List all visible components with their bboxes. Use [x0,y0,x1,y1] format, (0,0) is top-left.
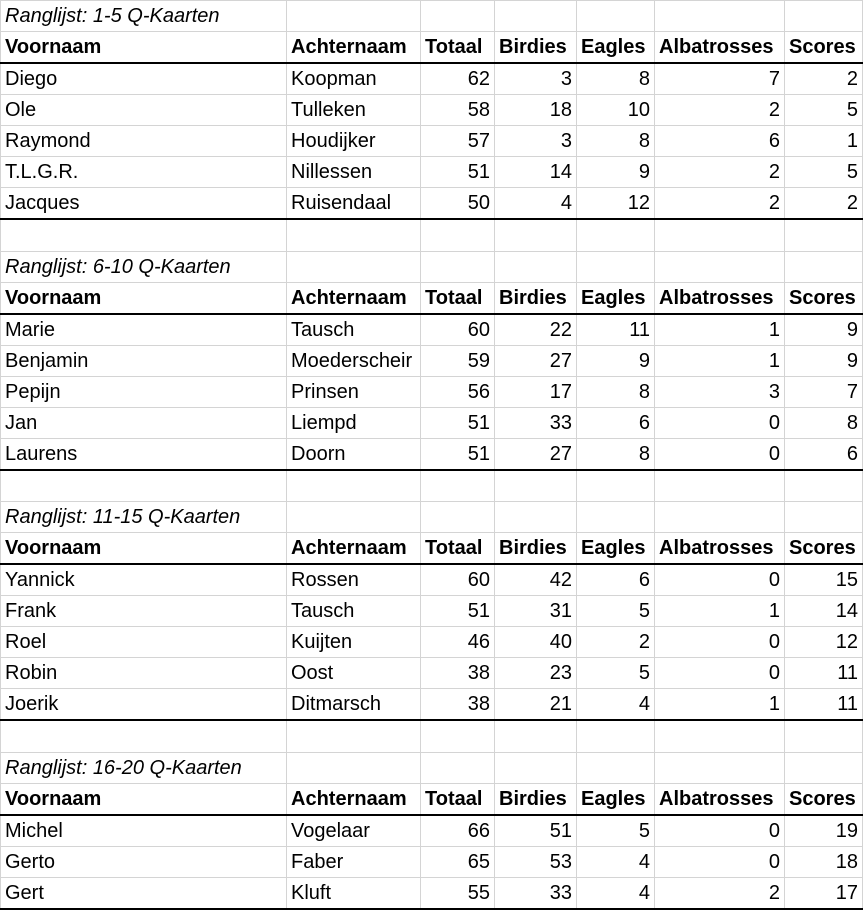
empty-cell[interactable] [577,470,655,502]
column-header-cell[interactable]: Birdies [495,282,577,314]
empty-cell[interactable] [421,502,495,533]
column-header-cell[interactable]: Eagles [577,32,655,64]
table-cell[interactable]: 0 [655,627,785,658]
section-title-row [1,502,863,533]
table-cell[interactable]: 60 [421,564,495,596]
empty-cell[interactable] [655,1,785,32]
empty-cell[interactable] [577,720,655,752]
section-title-cell[interactable]: Ranglijst: 6-10 Q-Kaarten [1,251,287,282]
table-cell[interactable]: Koopman [287,63,421,95]
table-cell[interactable]: 40 [495,627,577,658]
table-cell[interactable]: Jan [1,407,287,438]
empty-row [1,219,863,251]
empty-cell[interactable] [655,470,785,502]
table-cell[interactable]: 27 [495,438,577,470]
table-cell[interactable]: 5 [785,157,863,188]
column-header-cell[interactable]: Eagles [577,783,655,815]
empty-cell[interactable] [785,470,863,502]
table-cell[interactable]: 0 [655,658,785,689]
column-header-cell[interactable]: Voornaam [1,783,287,815]
table-cell[interactable]: 42 [495,564,577,596]
table-cell[interactable]: 1 [655,314,785,346]
empty-cell[interactable] [785,502,863,533]
table-cell[interactable]: 1 [655,596,785,627]
empty-cell[interactable] [577,219,655,251]
table-cell[interactable]: 2 [577,627,655,658]
column-header-cell[interactable]: Birdies [495,533,577,565]
table-cell[interactable]: 2 [785,63,863,95]
table-cell[interactable]: 2 [655,877,785,909]
empty-cell[interactable] [287,752,421,783]
column-header-cell[interactable]: Voornaam [1,32,287,64]
column-header-cell[interactable]: Albatrosses [655,533,785,565]
empty-cell[interactable] [785,720,863,752]
table-cell[interactable]: Vogelaar [287,815,421,847]
table-cell[interactable]: Doorn [287,438,421,470]
empty-cell[interactable] [495,720,577,752]
column-header-cell[interactable]: Albatrosses [655,783,785,815]
empty-cell[interactable] [421,470,495,502]
table-cell[interactable]: Ditmarsch [287,689,421,721]
table-cell[interactable]: Tulleken [287,95,421,126]
table-cell[interactable]: 62 [421,63,495,95]
table-cell[interactable]: 7 [655,63,785,95]
table-cell[interactable]: 3 [495,126,577,157]
table-cell[interactable]: 9 [785,314,863,346]
empty-cell[interactable] [1,219,287,251]
table-cell[interactable]: Kuijten [287,627,421,658]
table-cell[interactable]: 33 [495,407,577,438]
table-row [1,815,863,847]
table-cell[interactable]: 0 [655,407,785,438]
table-cell[interactable]: 8 [577,63,655,95]
table-cell[interactable]: Frank [1,596,287,627]
table-cell[interactable]: 4 [577,846,655,877]
section-title-cell[interactable]: Ranglijst: 16-20 Q-Kaarten [1,752,287,783]
table-cell[interactable]: Pepijn [1,376,287,407]
table-cell[interactable]: 2 [785,188,863,220]
empty-cell[interactable] [287,470,421,502]
empty-cell[interactable] [577,251,655,282]
section-title-row [1,251,863,282]
table-cell[interactable]: 15 [785,564,863,596]
table-row [1,846,863,877]
table-cell[interactable]: Gert [1,877,287,909]
table-cell[interactable]: 8 [577,376,655,407]
empty-row [1,720,863,752]
table-cell[interactable]: 0 [655,846,785,877]
section-title-row [1,752,863,783]
column-header-row [1,783,863,815]
table-cell[interactable]: 56 [421,376,495,407]
table-cell[interactable]: Yannick [1,564,287,596]
column-header-cell[interactable]: Achternaam [287,32,421,64]
table-cell[interactable]: 5 [577,815,655,847]
column-header-cell[interactable]: Scores [785,32,863,64]
table-cell[interactable]: Houdijker [287,126,421,157]
table-cell[interactable]: Rossen [287,564,421,596]
table-cell[interactable]: 6 [577,407,655,438]
table-cell[interactable]: 23 [495,658,577,689]
table-cell[interactable]: 5 [785,95,863,126]
table-cell[interactable]: 21 [495,689,577,721]
table-cell[interactable]: 51 [421,407,495,438]
table-cell[interactable]: 6 [785,438,863,470]
table-cell[interactable]: 18 [495,95,577,126]
empty-cell[interactable] [287,219,421,251]
section-title-cell[interactable]: Ranglijst: 1-5 Q-Kaarten [1,1,287,32]
table-row [1,596,863,627]
table-cell[interactable]: 14 [785,596,863,627]
table-cell[interactable]: 27 [495,345,577,376]
table-cell[interactable]: Diego [1,63,287,95]
table-cell[interactable]: 11 [785,658,863,689]
table-cell[interactable]: 33 [495,877,577,909]
column-header-cell[interactable]: Birdies [495,32,577,64]
column-header-cell[interactable]: Totaal [421,783,495,815]
table-row [1,877,863,909]
empty-cell[interactable] [577,1,655,32]
table-cell[interactable]: 55 [421,877,495,909]
table-cell[interactable]: 5 [577,658,655,689]
column-header-cell[interactable]: Voornaam [1,533,287,565]
table-cell[interactable]: 17 [785,877,863,909]
table-cell[interactable]: Michel [1,815,287,847]
table-cell[interactable]: 51 [421,438,495,470]
table-cell[interactable]: Roel [1,627,287,658]
empty-cell[interactable] [577,752,655,783]
table-cell[interactable]: 1 [655,689,785,721]
table-cell[interactable]: Oost [287,658,421,689]
table-cell[interactable]: 2 [655,157,785,188]
empty-cell[interactable] [495,219,577,251]
table-cell[interactable]: Gerto [1,846,287,877]
empty-cell[interactable] [785,752,863,783]
table-cell[interactable]: T.L.G.R. [1,157,287,188]
table-cell[interactable]: Tausch [287,314,421,346]
column-header-row [1,282,863,314]
empty-cell[interactable] [495,752,577,783]
column-header-cell[interactable]: Achternaam [287,533,421,565]
empty-row [1,470,863,502]
table-cell[interactable]: 57 [421,126,495,157]
table-cell[interactable]: 2 [655,95,785,126]
column-header-cell[interactable]: Achternaam [287,783,421,815]
empty-cell[interactable] [655,219,785,251]
empty-cell[interactable] [421,720,495,752]
table-cell[interactable]: 58 [421,95,495,126]
table-cell[interactable]: Jacques [1,188,287,220]
table-row [1,689,863,721]
table-cell[interactable]: 1 [655,345,785,376]
column-header-cell[interactable]: Totaal [421,282,495,314]
empty-cell[interactable] [785,251,863,282]
empty-cell[interactable] [421,219,495,251]
table-cell[interactable]: 2 [655,188,785,220]
column-header-cell[interactable]: Voornaam [1,282,287,314]
empty-cell[interactable] [785,1,863,32]
table-cell[interactable]: 0 [655,815,785,847]
empty-cell[interactable] [421,1,495,32]
table-cell[interactable]: 3 [495,63,577,95]
empty-cell[interactable] [495,470,577,502]
table-cell[interactable]: 12 [785,627,863,658]
column-header-cell[interactable]: Achternaam [287,282,421,314]
table-cell[interactable]: 9 [785,345,863,376]
table-cell[interactable]: Benjamin [1,345,287,376]
section-title-row [1,1,863,32]
column-header-row [1,32,863,64]
table-cell[interactable]: 51 [495,815,577,847]
table-cell[interactable]: 66 [421,815,495,847]
empty-cell[interactable] [655,251,785,282]
table-cell[interactable]: 65 [421,846,495,877]
table-row [1,126,863,157]
table-cell[interactable]: Ruisendaal [287,188,421,220]
table-cell[interactable]: 17 [495,376,577,407]
table-cell[interactable]: 18 [785,846,863,877]
table-cell[interactable]: 9 [577,345,655,376]
table-cell[interactable]: Faber [287,846,421,877]
empty-cell[interactable] [287,1,421,32]
table-row [1,627,863,658]
column-header-cell[interactable]: Scores [785,533,863,565]
empty-cell[interactable] [655,752,785,783]
table-cell[interactable]: 0 [655,564,785,596]
table-cell[interactable]: 0 [655,438,785,470]
table-cell[interactable]: 5 [577,596,655,627]
table-cell[interactable]: 8 [577,126,655,157]
table-cell[interactable]: Nillessen [287,157,421,188]
table-cell[interactable]: 10 [577,95,655,126]
column-header-cell[interactable]: Eagles [577,533,655,565]
empty-cell[interactable] [785,219,863,251]
table-cell[interactable]: 8 [785,407,863,438]
empty-cell[interactable] [655,502,785,533]
empty-cell[interactable] [577,502,655,533]
table-cell[interactable]: 38 [421,658,495,689]
column-header-cell[interactable]: Totaal [421,32,495,64]
empty-cell[interactable] [495,1,577,32]
table-cell[interactable]: Raymond [1,126,287,157]
table-cell[interactable]: 7 [785,376,863,407]
table-cell[interactable]: 4 [495,188,577,220]
table-row [1,438,863,470]
table-row [1,314,863,346]
table-row [1,564,863,596]
table-cell[interactable]: Laurens [1,438,287,470]
empty-cell[interactable] [495,251,577,282]
table-cell[interactable]: 46 [421,627,495,658]
table-row [1,157,863,188]
table-cell[interactable]: 53 [495,846,577,877]
table-cell[interactable]: 11 [577,314,655,346]
table-cell[interactable]: 9 [577,157,655,188]
table-row [1,658,863,689]
table-cell[interactable]: Moederscheir [287,345,421,376]
table-cell[interactable]: Tausch [287,596,421,627]
table-cell[interactable]: 6 [577,564,655,596]
table-cell[interactable]: 50 [421,188,495,220]
table-cell[interactable]: 1 [785,126,863,157]
table-cell[interactable]: 59 [421,345,495,376]
empty-cell[interactable] [421,752,495,783]
table-cell[interactable]: 12 [577,188,655,220]
table-cell[interactable]: Marie [1,314,287,346]
empty-cell[interactable] [421,251,495,282]
table-row [1,95,863,126]
section-title-cell[interactable]: Ranglijst: 11-15 Q-Kaarten [1,502,287,533]
table-cell[interactable]: Ole [1,95,287,126]
column-header-cell[interactable]: Totaal [421,533,495,565]
table-cell[interactable]: 51 [421,596,495,627]
table-cell[interactable]: 22 [495,314,577,346]
table-cell[interactable]: Prinsen [287,376,421,407]
table-row [1,188,863,220]
column-header-row [1,533,863,565]
table-cell[interactable]: 3 [655,376,785,407]
empty-cell[interactable] [495,502,577,533]
table-cell[interactable]: 19 [785,815,863,847]
table-cell[interactable]: Joerik [1,689,287,721]
column-header-cell[interactable]: Scores [785,282,863,314]
empty-cell[interactable] [1,470,287,502]
table-row [1,345,863,376]
table-cell[interactable]: 14 [495,157,577,188]
table-cell[interactable]: 4 [577,877,655,909]
table-cell[interactable]: 8 [577,438,655,470]
table-cell[interactable]: 31 [495,596,577,627]
column-header-cell[interactable]: Birdies [495,783,577,815]
table-cell[interactable]: 6 [655,126,785,157]
table-row [1,376,863,407]
table-row [1,407,863,438]
column-header-cell[interactable]: Eagles [577,282,655,314]
table-cell[interactable]: Robin [1,658,287,689]
column-header-cell[interactable]: Albatrosses [655,282,785,314]
empty-cell[interactable] [287,720,421,752]
empty-cell[interactable] [655,720,785,752]
table-cell[interactable]: 51 [421,157,495,188]
empty-cell[interactable] [287,502,421,533]
column-header-cell[interactable]: Scores [785,783,863,815]
table-cell[interactable]: 38 [421,689,495,721]
empty-cell[interactable] [1,720,287,752]
empty-cell[interactable] [287,251,421,282]
table-cell[interactable]: 11 [785,689,863,721]
table-cell[interactable]: Liempd [287,407,421,438]
table-row [1,63,863,95]
table-cell[interactable]: 60 [421,314,495,346]
table-cell[interactable]: 4 [577,689,655,721]
column-header-cell[interactable]: Albatrosses [655,32,785,64]
table-cell[interactable]: Kluft [287,877,421,909]
